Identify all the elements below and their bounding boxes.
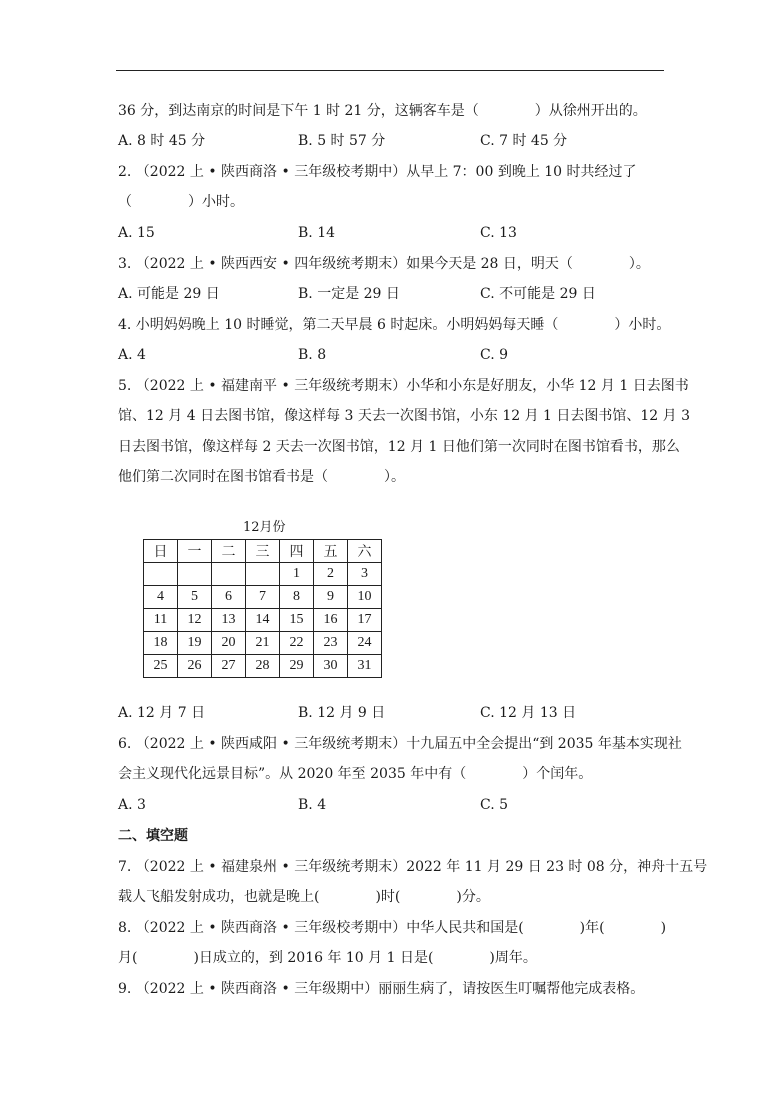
- calendar-day-cell: 18: [144, 632, 178, 655]
- calendar-day-cell: 29: [280, 655, 314, 678]
- calendar-header-row: [144, 540, 382, 563]
- q4-option-a[interactable]: A. 4: [118, 347, 146, 363]
- q1-option-a[interactable]: A. 8 时 45 分: [118, 133, 206, 149]
- q7-text-line1: 7. （2022 上 • 福建泉州 • 三年级统考期末）2022 年 11 月 29 日 23 时 08 分，神舟十五号: [118, 859, 708, 875]
- calendar-day-cell: [246, 563, 280, 586]
- calendar-day-cell: 10: [348, 586, 382, 609]
- q6-option-a[interactable]: A. 3: [118, 797, 146, 813]
- calendar-header-cell: 五: [314, 540, 348, 563]
- calendar-week-row: [144, 655, 382, 678]
- q6-text-line1: 6. （2022 上 • 陕西咸阳 • 三年级统考期末）十九届五中全会提出“到 2035 年基本实现社: [118, 736, 682, 752]
- calendar-header-cell: 二: [212, 540, 246, 563]
- q5-option-b[interactable]: B. 12 月 9 日: [298, 705, 386, 721]
- q6-text-line2: 会主义现代化远景目标”。从 2020 年至 2035 年中有（ ）个闰年。: [118, 766, 593, 782]
- q5-text-line3: 日去图书馆，像这样每 2 天去一次图书馆，12 月 1 日他们第一次同时在图书馆看书，那么: [118, 439, 680, 455]
- calendar-day-cell: 16: [314, 609, 348, 632]
- q9-text: 9. （2022 上 • 陕西商洛 • 三年级期中）丽丽生病了，请按医生叮嘱帮他完成表格。: [118, 981, 645, 997]
- calendar-day-cell: 30: [314, 655, 348, 678]
- q2-text-line2: （ ）小时。: [118, 194, 244, 210]
- calendar-day-cell: 8: [280, 586, 314, 609]
- calendar-day-cell: 1: [280, 563, 314, 586]
- calendar-day-cell: 26: [178, 655, 212, 678]
- q6-option-c[interactable]: C. 5: [480, 797, 509, 813]
- calendar-day-cell: 24: [348, 632, 382, 655]
- calendar-day-cell: 15: [280, 609, 314, 632]
- calendar-day-cell: [144, 563, 178, 586]
- q4-text: 4. 小明妈妈晚上 10 时睡觉，第二天早晨 6 时起床。小明妈妈每天睡（ ）小时。: [118, 317, 671, 333]
- q2-option-b[interactable]: B. 14: [298, 225, 336, 241]
- calendar-day-cell: [212, 563, 246, 586]
- header-rule: [116, 70, 664, 71]
- calendar-day-cell: 17: [348, 609, 382, 632]
- calendar-day-cell: 2: [314, 563, 348, 586]
- calendar-day-cell: 6: [212, 586, 246, 609]
- calendar-day-cell: 7: [246, 586, 280, 609]
- q7-text-line2: 载人飞船发射成功，也就是晚上( )时( )分。: [118, 889, 490, 905]
- calendar-day-cell: 11: [144, 609, 178, 632]
- calendar-day-cell: 5: [178, 586, 212, 609]
- calendar-day-cell: 19: [178, 632, 212, 655]
- calendar-day-cell: 9: [314, 586, 348, 609]
- q6-option-b[interactable]: B. 4: [298, 797, 327, 813]
- q5-option-c[interactable]: C. 12 月 13 日: [480, 705, 577, 721]
- q5-text-line1: 5. （2022 上 • 福建南平 • 三年级统考期末）小华和小东是好朋友，小华 12 月 1 日去图书: [118, 378, 689, 394]
- calendar-week-row: [144, 632, 382, 655]
- calendar-day-cell: 28: [246, 655, 280, 678]
- calendar-header-cell: 日: [144, 540, 178, 563]
- q3-option-a[interactable]: A. 可能是 29 日: [118, 286, 220, 302]
- calendar-day-cell: 4: [144, 586, 178, 609]
- calendar-week-row: [144, 563, 382, 586]
- calendar-day-cell: 25: [144, 655, 178, 678]
- q1-option-b[interactable]: B. 5 时 57 分: [298, 133, 386, 149]
- q3-text: 3. （2022 上 • 陕西西安 • 四年级统考期末）如果今天是 28 日，明天（ ）。: [118, 256, 650, 272]
- q2-option-c[interactable]: C. 13: [480, 225, 517, 241]
- q3-option-c[interactable]: C. 不可能是 29 日: [480, 286, 596, 302]
- calendar-day-cell: [178, 563, 212, 586]
- calendar-table: [143, 539, 382, 678]
- calendar-day-cell: 14: [246, 609, 280, 632]
- calendar-header-cell: 六: [348, 540, 382, 563]
- q2-option-a[interactable]: A. 15: [118, 225, 155, 241]
- calendar-title: 12月份: [243, 520, 286, 535]
- q8-text-line2: 月( )日成立的，到 2016 年 10 月 1 日是( )周年。: [118, 950, 537, 966]
- calendar-header-cell: 一: [178, 540, 212, 563]
- calendar-header-cell: 四: [280, 540, 314, 563]
- q2-text-line1: 2. （2022 上 • 陕西商洛 • 三年级校考期中）从早上 7：00 到晚上 10 时共经过了: [118, 164, 637, 180]
- calendar-week-row: [144, 586, 382, 609]
- calendar-week-row: [144, 609, 382, 632]
- calendar-day-cell: 20: [212, 632, 246, 655]
- q4-option-c[interactable]: C. 9: [480, 347, 509, 363]
- q8-text-line1: 8. （2022 上 • 陕西商洛 • 三年级校考期中）中华人民共和国是( )年( ): [118, 920, 667, 936]
- calendar-day-cell: 27: [212, 655, 246, 678]
- calendar-day-cell: 21: [246, 632, 280, 655]
- q5-text-line2: 馆、12 月 4 日去图书馆，像这样每 3 天去一次图书馆，小东 12 月 1 日去图书馆、12 月 3: [118, 408, 691, 424]
- q5-text-line4: 他们第二次同时在图书馆看书是（ ）。: [118, 469, 405, 485]
- section-heading-fill-in: 二、填空题: [118, 828, 188, 844]
- calendar-day-cell: 12: [178, 609, 212, 632]
- calendar-day-cell: 13: [212, 609, 246, 632]
- q4-option-b[interactable]: B. 8: [298, 347, 327, 363]
- calendar-day-cell: 3: [348, 563, 382, 586]
- calendar-day-cell: 31: [348, 655, 382, 678]
- calendar-header-cell: 三: [246, 540, 280, 563]
- q3-option-b[interactable]: B. 一定是 29 日: [298, 286, 400, 302]
- calendar-day-cell: 22: [280, 632, 314, 655]
- q1-text: 36 分，到达南京的时间是下午 1 时 21 分，这辆客车是（ ）从徐州开出的。: [118, 103, 647, 119]
- q1-option-c[interactable]: C. 7 时 45 分: [480, 133, 568, 149]
- q5-option-a[interactable]: A. 12 月 7 日: [118, 705, 206, 721]
- calendar-day-cell: 23: [314, 632, 348, 655]
